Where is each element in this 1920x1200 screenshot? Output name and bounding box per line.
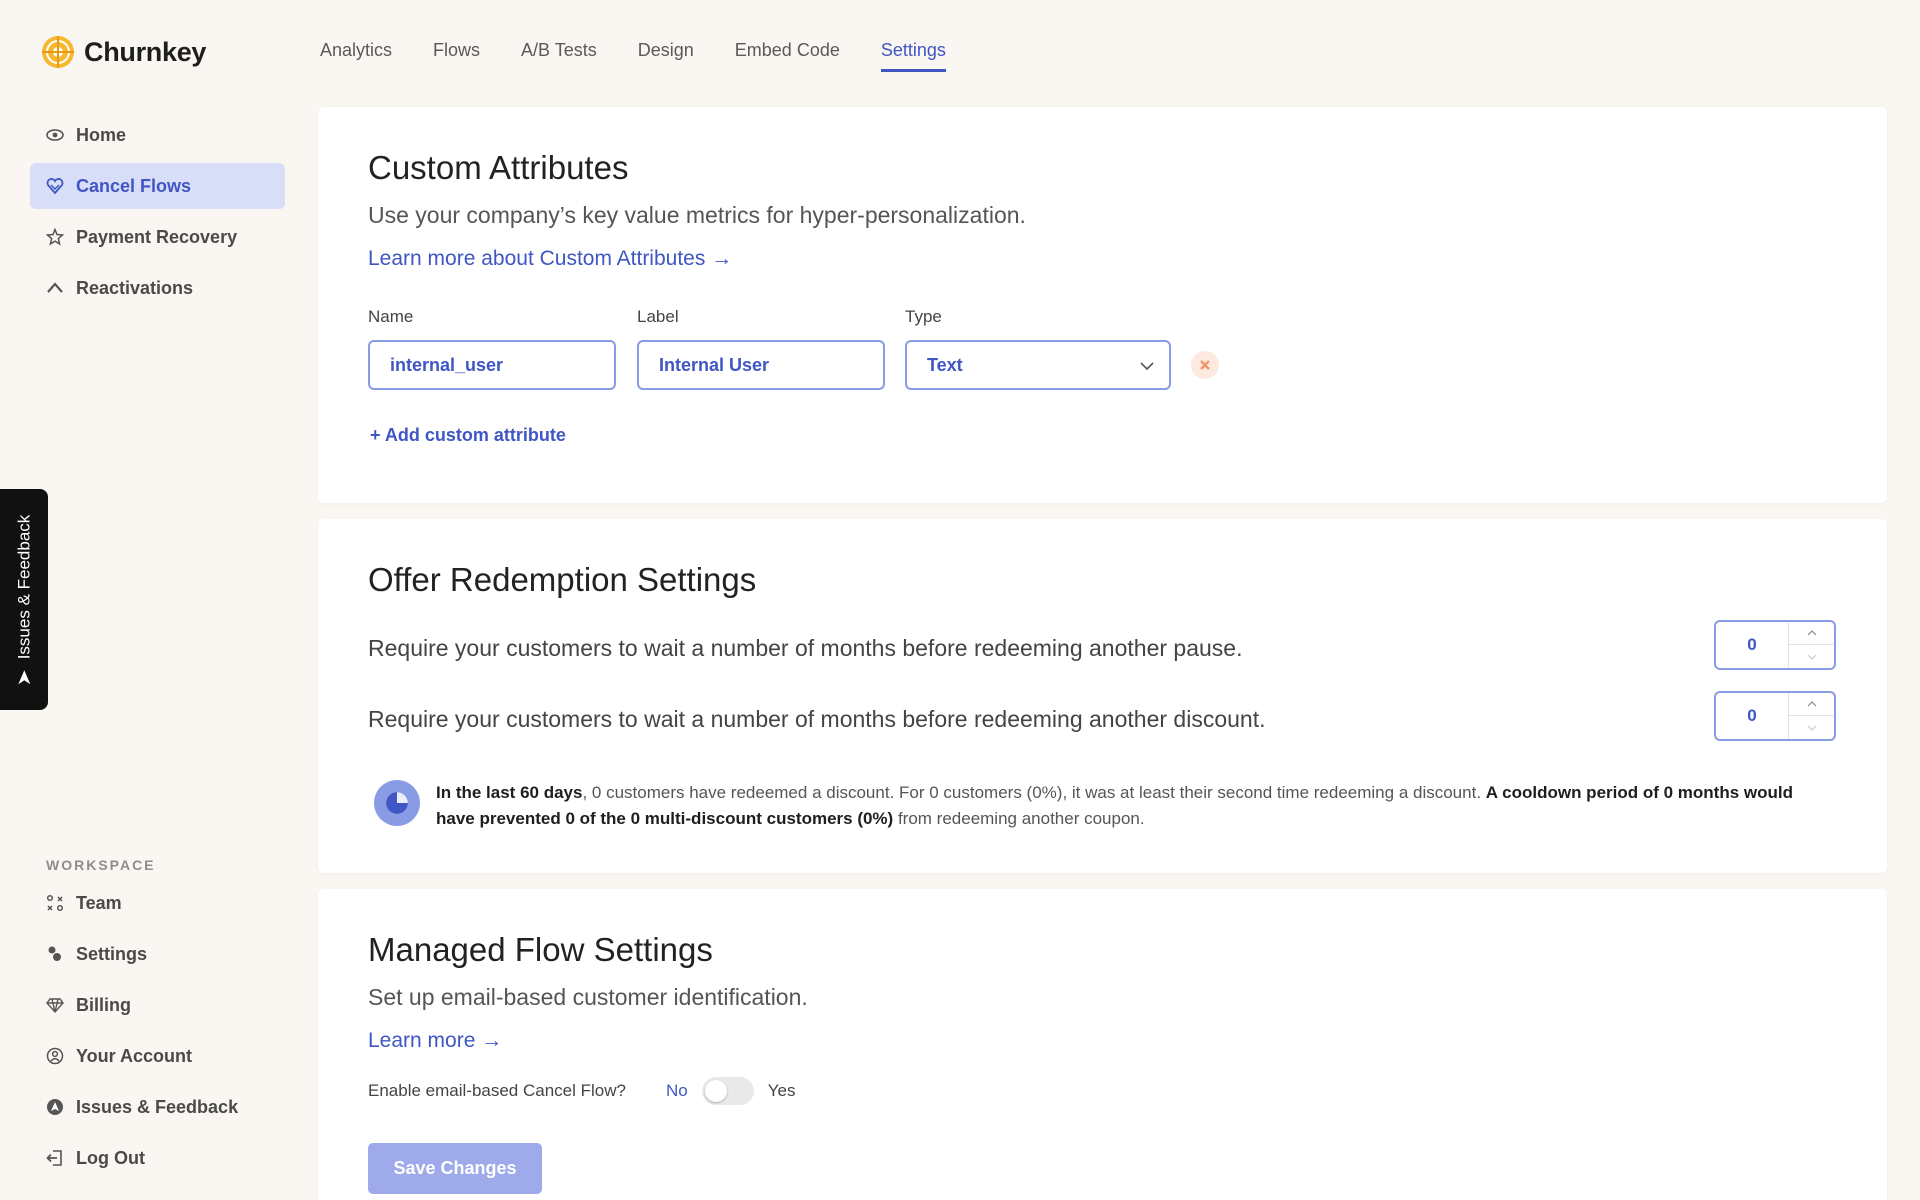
remove-attribute-button[interactable] [1191, 351, 1219, 379]
user-icon [46, 1047, 64, 1065]
discount-wait-text: Require your customers to wait a number of months before redeeming another discount. [368, 706, 1266, 732]
stat-period: In the last 60 days [436, 783, 583, 802]
star-icon [46, 228, 64, 246]
email-cancel-flow-toggle[interactable] [702, 1077, 754, 1105]
heart-icon [46, 177, 64, 195]
sidebar-item-payment-recovery[interactable] [30, 214, 285, 260]
chevron-up-icon [1807, 699, 1817, 709]
sidebar-item-label: Issues & Feedback [76, 1096, 239, 1117]
tab-embed-code[interactable]: Embed Code [734, 40, 840, 60]
pause-wait-input[interactable] [1714, 620, 1836, 670]
toggle-yes-label: Yes [767, 1081, 796, 1100]
navigation-arrow-icon [16, 669, 32, 685]
diamond-icon [46, 996, 64, 1014]
toggle-label: Enable email-based Cancel Flow? [368, 1081, 626, 1100]
chevron-up-icon [1807, 628, 1817, 638]
sidebar-item-label: Payment Recovery [76, 226, 238, 247]
discount-wait-value[interactable]: 0 [1747, 706, 1757, 725]
eye-icon [46, 126, 64, 144]
type-select-value: Text [927, 354, 963, 375]
custom-attributes-card [318, 107, 1887, 503]
sidebar-item-reactivations[interactable] [30, 265, 285, 311]
tab-analytics[interactable]: Analytics [320, 40, 393, 60]
name-input[interactable]: internal_user [368, 340, 616, 390]
managed-flow-title: Managed Flow Settings [368, 931, 713, 968]
name-label: Name [368, 307, 414, 326]
arrow-up-icon [46, 279, 64, 297]
pause-wait-value[interactable]: 0 [1747, 635, 1757, 654]
sidebar-item-label: Log Out [76, 1147, 145, 1168]
sidebar-item-billing[interactable] [30, 982, 285, 1028]
workspace-label: WORKSPACE [46, 857, 156, 873]
toggle-no-label: No [665, 1081, 688, 1100]
sidebar-item-label: Billing [76, 994, 131, 1015]
tab-settings[interactable]: Settings [881, 40, 946, 72]
custom-attributes-learn-more-link[interactable]: Learn more about Custom Attributes → [368, 247, 733, 270]
sidebar-item-label: Reactivations [76, 277, 194, 298]
sidebar-item-your-account[interactable] [30, 1033, 285, 1079]
custom-attributes-title: Custom Attributes [368, 149, 629, 186]
managed-flow-subtitle: Set up email-based customer identification. [368, 984, 808, 1010]
sidebar-item-label: Settings [76, 943, 148, 964]
discount-stats [374, 780, 1794, 832]
stat-cooldown: A cooldown period of 0 months would have prevented 0 of the 0 multi-discount customers (0%) [436, 783, 1794, 828]
sidebar-item-cancel-flows[interactable] [30, 163, 285, 209]
sidebar-item-issues-feedback[interactable] [30, 1084, 285, 1130]
tab-design[interactable]: Design [637, 40, 694, 60]
sidebar-item-home[interactable] [30, 112, 285, 158]
chevron-down-icon [1807, 723, 1817, 733]
managed-flow-learn-more-link[interactable]: Learn more → [368, 1029, 503, 1052]
pie-chart-icon [374, 780, 420, 826]
increment-button[interactable] [1789, 622, 1834, 645]
offer-redemption-card [318, 519, 1887, 873]
increment-button[interactable] [1789, 693, 1834, 716]
app-name: Churnkey [84, 36, 207, 67]
tab-ab-tests[interactable]: A/B Tests [521, 40, 597, 60]
sidebar-item-team[interactable] [30, 880, 285, 926]
discount-wait-input[interactable] [1714, 691, 1836, 741]
email-cancel-flow-toggle-row [368, 1077, 795, 1105]
discount-stats-text [436, 780, 1794, 832]
feedback-tab-label: Issues & Feedback [14, 514, 34, 659]
settings-icon [46, 945, 64, 963]
sidebar-item-settings[interactable] [30, 931, 285, 977]
pause-wait-stepper [1788, 622, 1834, 668]
custom-attributes-subtitle: Use your company’s key value metrics for hyper-personalization. [368, 202, 1026, 228]
label-label: Label [637, 307, 679, 326]
type-label: Type [905, 307, 942, 326]
chevron-down-icon [1807, 652, 1817, 662]
sidebar-item-label: Cancel Flows [76, 175, 192, 196]
save-changes-button[interactable]: Save Changes [368, 1143, 542, 1194]
label-input[interactable]: Internal User [637, 340, 885, 390]
issues-feedback-tab[interactable] [0, 489, 48, 710]
tab-flows[interactable]: Flows [433, 40, 481, 60]
logout-icon [46, 1149, 64, 1167]
workspace-nav [30, 880, 285, 1186]
close-icon [1199, 359, 1211, 371]
chevron-down-icon [1139, 358, 1155, 374]
sidebar-item-label: Home [76, 124, 127, 145]
offer-redemption-title: Offer Redemption Settings [368, 561, 757, 598]
decrement-button[interactable] [1789, 645, 1834, 668]
churnkey-logo-icon [40, 34, 76, 70]
add-custom-attribute-button[interactable]: + Add custom attribute [370, 425, 566, 445]
top-nav [320, 40, 946, 72]
sidebar-item-label: Your Account [76, 1045, 192, 1066]
discount-wait-stepper [1788, 693, 1834, 739]
main-nav [30, 112, 285, 316]
pause-wait-text: Require your customers to wait a number of months before redeeming another pause. [368, 635, 1243, 661]
feedback-icon [46, 1098, 64, 1116]
type-select[interactable] [905, 340, 1171, 390]
stat-tail: from redeeming another coupon. [893, 809, 1145, 828]
stat-summary: , 0 customers have redeemed a discount. For 0 customers (0%), it was at least their second time redeeming a discount. [582, 783, 1486, 802]
managed-flow-card [318, 889, 1887, 1200]
logo[interactable] [40, 34, 206, 70]
team-icon [46, 894, 64, 912]
decrement-button[interactable] [1789, 716, 1834, 739]
sidebar-item-label: Team [76, 892, 122, 913]
sidebar-item-log-out[interactable] [30, 1135, 285, 1181]
